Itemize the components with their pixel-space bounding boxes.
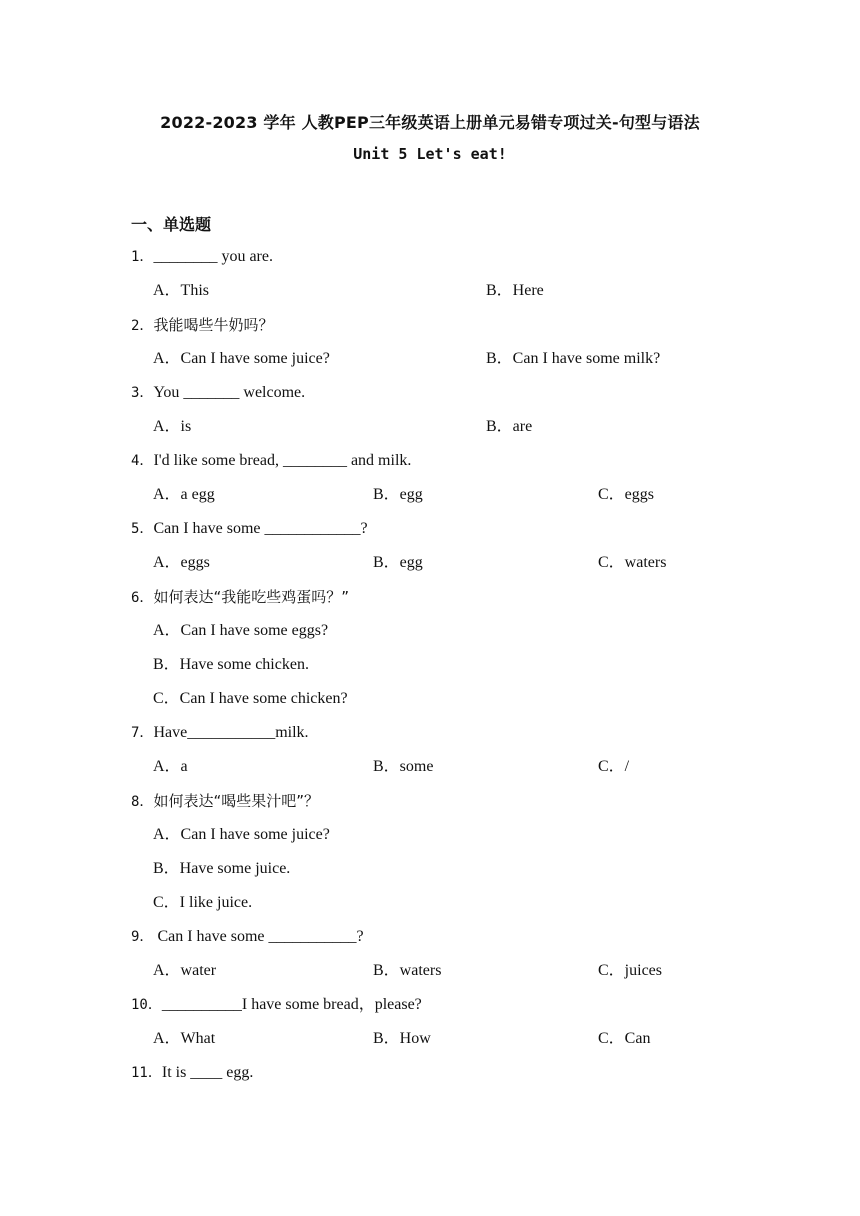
question-stem: It is ____ egg. — [161, 1064, 254, 1081]
question-4 — [131, 448, 731, 482]
option-a: A．This — [153, 282, 210, 299]
question-8-option-c-row — [131, 890, 731, 924]
question-10-options — [131, 1026, 731, 1060]
question-number: 4． — [131, 453, 154, 469]
option-c: C．/ — [598, 758, 630, 775]
question-7-options — [131, 754, 731, 788]
option-b: B．How — [373, 1030, 431, 1047]
question-number: 2． — [131, 318, 154, 334]
option-b: B．waters — [373, 962, 442, 979]
option-c: C．eggs — [598, 486, 655, 503]
option-b: B．Can I have some milk? — [486, 350, 661, 367]
question-stem: ________ you are. — [153, 248, 273, 265]
question-9 — [131, 924, 731, 958]
option-b: B．egg — [373, 486, 423, 503]
question-10 — [131, 992, 731, 1026]
question-number: 11． — [131, 1065, 162, 1081]
question-8 — [131, 788, 731, 822]
option-b: B．Here — [486, 282, 544, 299]
section-heading: 一、单选题 — [131, 215, 212, 234]
option-b: B．some — [373, 758, 434, 775]
question-4-options — [131, 482, 731, 516]
question-5 — [131, 516, 731, 550]
question-1-options — [131, 278, 731, 312]
question-number: 9． — [131, 929, 154, 945]
question-number: 8． — [131, 794, 154, 810]
question-3 — [131, 380, 731, 414]
option-b: B．egg — [373, 554, 423, 571]
option-a: A．eggs — [153, 554, 210, 571]
question-5-options — [131, 550, 731, 584]
option-a: A．is — [153, 418, 192, 435]
page-subtitle: Unit 5 Let's eat! — [353, 145, 507, 163]
question-stem: Can I have some ___________? — [153, 928, 364, 945]
option-a: A．Can I have some juice? — [153, 826, 330, 843]
question-number: 10． — [131, 997, 162, 1013]
question-7 — [131, 720, 731, 754]
question-3-options — [131, 414, 731, 448]
question-6-option-b-row — [131, 652, 731, 686]
question-8-option-b-row — [131, 856, 731, 890]
question-2 — [131, 312, 731, 346]
option-c: C．juices — [598, 962, 662, 979]
option-c: C．Can I have some chicken? — [153, 690, 348, 707]
question-list — [131, 244, 731, 1094]
question-stem: You _______ welcome. — [153, 384, 306, 401]
option-a: A．water — [153, 962, 217, 979]
page-title: 2022-2023 学年 人教PEP三年级英语上册单元易错专项过关-句型与语法 — [160, 113, 700, 132]
question-stem: Can I have some ____________? — [153, 520, 368, 537]
question-6 — [131, 584, 731, 618]
question-8-option-a-row — [131, 822, 731, 856]
question-9-options — [131, 958, 731, 992]
question-stem: __________I have some bread，please? — [161, 996, 422, 1013]
question-1 — [131, 244, 731, 278]
option-a: A．What — [153, 1030, 216, 1047]
question-number: 3． — [131, 385, 154, 401]
option-c: C．waters — [598, 554, 667, 571]
option-c: C．Can — [598, 1030, 651, 1047]
question-stem: 如何表达“我能吃些鸡蛋吗？” — [153, 588, 349, 606]
question-number: 1． — [131, 249, 154, 265]
question-2-options — [131, 346, 731, 380]
question-11 — [131, 1060, 731, 1094]
question-stem: Have___________milk. — [153, 724, 309, 741]
question-number: 7． — [131, 725, 154, 741]
option-a: A．a — [153, 758, 188, 775]
option-a: A．Can I have some juice? — [153, 350, 330, 367]
option-b: B．are — [486, 418, 533, 435]
option-a: A．Can I have some eggs? — [153, 622, 329, 639]
option-b: B．Have some chicken. — [153, 656, 309, 673]
question-stem: 如何表达“喝些果汁吧”？ — [153, 792, 319, 810]
option-a: A．a egg — [153, 486, 215, 503]
question-stem: 我能喝些牛奶吗？ — [153, 316, 274, 334]
option-c: C．I like juice. — [153, 894, 253, 911]
question-stem: I'd like some bread, ________ and milk. — [153, 452, 412, 469]
question-6-option-c-row — [131, 686, 731, 720]
option-b: B．Have some juice. — [153, 860, 291, 877]
question-number: 6． — [131, 590, 154, 606]
question-6-option-a-row — [131, 618, 731, 652]
question-number: 5． — [131, 521, 154, 537]
